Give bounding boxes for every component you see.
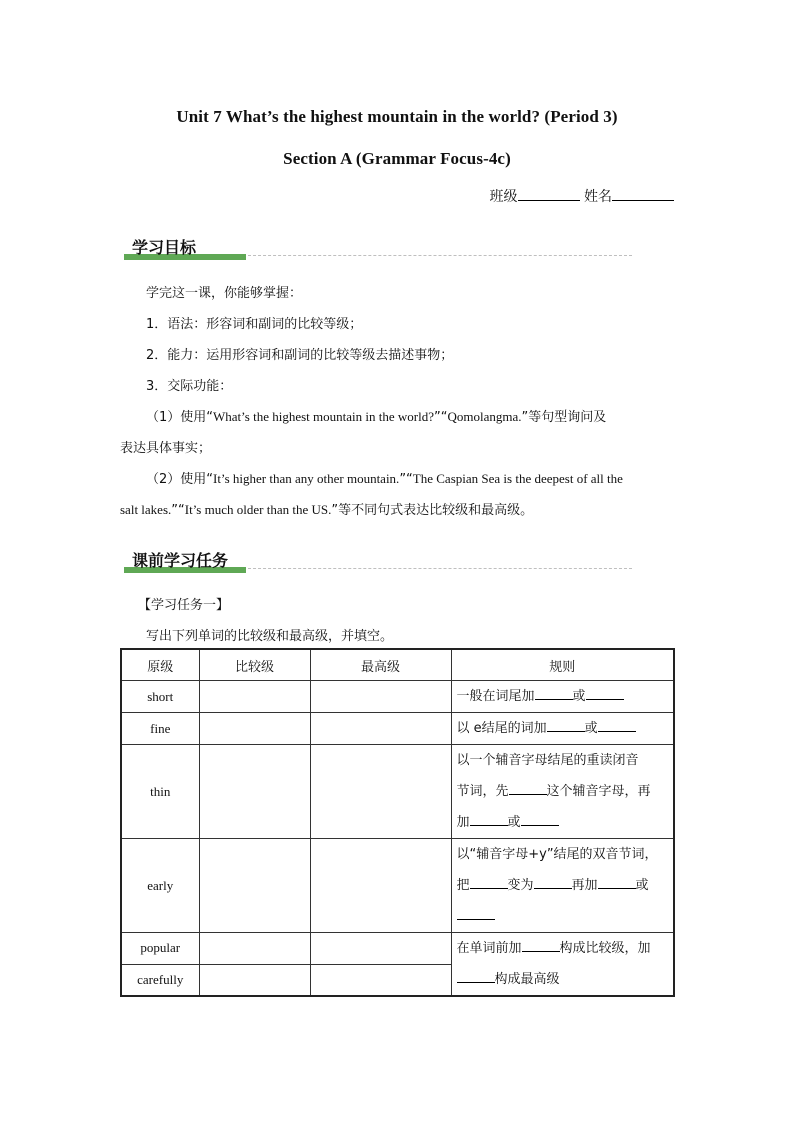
text: 或 [635, 878, 649, 893]
class-name-line [490, 186, 674, 206]
name-label: 姓名 [584, 189, 612, 205]
text: 构成比较级，加 [559, 941, 651, 956]
section-divider [248, 255, 632, 256]
fill-blank[interactable] [534, 875, 572, 889]
section-heading-pretask [124, 548, 632, 574]
header-base: 原级 [121, 649, 199, 681]
comparative-cell[interactable] [199, 745, 310, 839]
objective-item: 3．交际功能： [146, 379, 233, 394]
section-divider [248, 568, 632, 569]
rule-cell [451, 839, 674, 933]
fill-blank[interactable] [598, 718, 636, 732]
word-cell: early [121, 839, 199, 933]
fill-blank[interactable] [509, 781, 547, 795]
text: Qomolangma. [447, 409, 522, 424]
table-header-row [121, 649, 674, 681]
superlative-cell[interactable] [310, 964, 451, 996]
section-heading-objectives [124, 235, 632, 261]
table-row [121, 933, 674, 965]
text: ”等不同句式表达比较级和最高级。 [331, 503, 534, 518]
task-instruction: 写出下列单词的比较级和最高级，并填空。 [146, 629, 394, 644]
objective-subitem [146, 406, 676, 425]
word-cell: fine [121, 713, 199, 745]
comparative-cell[interactable] [199, 681, 310, 713]
rule-cell [451, 713, 674, 745]
text: The Caspian Sea is the deepest of all the [412, 471, 623, 486]
fill-blank[interactable] [535, 686, 573, 700]
word-cell: short [121, 681, 199, 713]
comparative-cell[interactable] [199, 839, 310, 933]
fill-blank[interactable] [457, 906, 495, 920]
text: 或 [507, 815, 521, 830]
fill-blank[interactable] [598, 875, 636, 889]
text: It’s much older than the US. [184, 502, 332, 517]
class-label: 班级 [489, 189, 518, 205]
objectives-intro: 学完这一课，你能够掌握： [146, 286, 303, 301]
text: 以一个辅音字母结尾的重读闭音 [456, 753, 639, 768]
comparison-table [120, 648, 675, 997]
fill-blank[interactable] [586, 686, 624, 700]
fill-blank[interactable] [522, 938, 560, 952]
fill-blank[interactable] [470, 812, 508, 826]
rule-cell [451, 745, 674, 839]
page-subtitle: Section A (Grammar Focus-4c) [283, 149, 511, 168]
text: 或 [584, 721, 598, 736]
objective-subitem-cont [120, 499, 675, 518]
text: （2）使用“ [146, 472, 214, 487]
text: salt lakes. [120, 502, 172, 517]
objective-subitem [146, 468, 676, 487]
table-row [121, 681, 674, 713]
fill-blank[interactable] [521, 812, 559, 826]
text: 变为 [507, 878, 534, 893]
superlative-cell[interactable] [310, 681, 451, 713]
objective-item: 1．语法：形容词和副词的比较等级； [146, 317, 363, 332]
section-title: 课前学习任务 [132, 551, 229, 570]
rule-cell [451, 681, 674, 713]
fill-blank[interactable] [547, 718, 585, 732]
rule-cell [451, 933, 674, 997]
objective-subitem-cont: 表达具体事实； [120, 441, 212, 456]
word-cell: popular [121, 933, 199, 965]
section-title: 学习目标 [132, 238, 197, 257]
text: ”“ [433, 410, 448, 425]
text: It’s higher than any other mountain. [213, 471, 400, 486]
fill-blank[interactable] [470, 875, 508, 889]
class-blank[interactable] [518, 186, 580, 201]
text: ”“ [171, 503, 185, 518]
header-rule: 规则 [451, 649, 674, 681]
text: 构成最高级 [494, 972, 560, 987]
page-title: Unit 7 What’s the highest mountain in the world? (Period 3) [176, 107, 618, 126]
header-comparative: 比较级 [199, 649, 310, 681]
text: 一般在词尾加 [456, 689, 535, 704]
text: 或 [572, 689, 586, 704]
comparative-cell[interactable] [199, 713, 310, 745]
word-cell: carefully [121, 964, 199, 996]
text: ”等句型询问及 [521, 410, 607, 425]
objective-item: 2．能力：运用形容词和副词的比较等级去描述事物； [146, 348, 454, 363]
text: 以“辅音字母+y”结尾的双音节词， [456, 847, 658, 862]
superlative-cell[interactable] [310, 713, 451, 745]
text: 以 e结尾的词加 [456, 721, 547, 736]
table-row [121, 839, 674, 933]
superlative-cell[interactable] [310, 745, 451, 839]
text: 再加 [571, 878, 598, 893]
comparative-cell[interactable] [199, 933, 310, 965]
table-row [121, 745, 674, 839]
superlative-cell[interactable] [310, 839, 451, 933]
text: 在单词前加 [456, 941, 522, 956]
header-superlative: 最高级 [310, 649, 451, 681]
text: （1）使用“ [146, 410, 214, 425]
text: ”“ [399, 472, 413, 487]
task-label: 【学习任务一】 [138, 598, 230, 613]
text: 这个辅音字母，再 [546, 784, 651, 799]
text: 把 [456, 878, 470, 893]
table-row [121, 713, 674, 745]
fill-blank[interactable] [457, 969, 495, 983]
comparative-cell[interactable] [199, 964, 310, 996]
word-cell: thin [121, 745, 199, 839]
text: What’s the highest mountain in the world? [213, 409, 434, 424]
name-blank[interactable] [612, 186, 674, 201]
text: 加 [456, 815, 470, 830]
superlative-cell[interactable] [310, 933, 451, 965]
text: 节词，先 [456, 784, 509, 799]
